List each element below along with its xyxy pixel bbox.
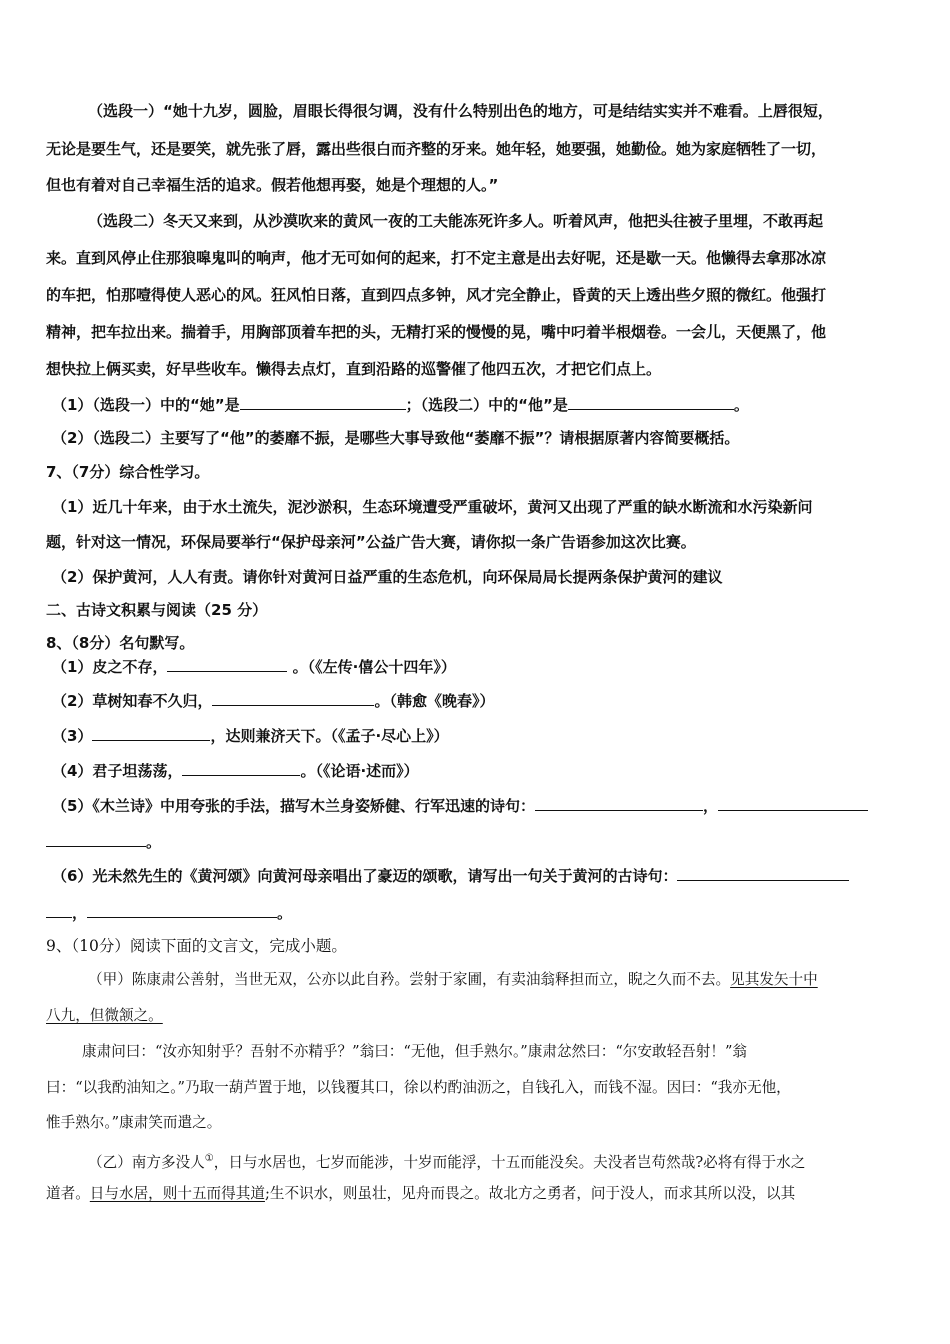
q7-sub1-line2: 题，针对这一情况，环保局要举行“保护母亲河”公益广告大赛，请你拟一条广告语参加这次比赛。	[46, 533, 696, 551]
q9-yi-text-a: （乙）南方多没人	[88, 1153, 205, 1171]
q9-yi-line2	[46, 1184, 795, 1204]
q8-sub4-text-a: （4）君子坦荡荡，	[52, 762, 183, 780]
q8-sub4-text-b: 。（《论语·述而》）	[300, 762, 419, 780]
q9-jia-line1	[88, 970, 818, 990]
answer-blank[interactable]	[677, 865, 849, 881]
q9-yi-text-b: ，日与水居也，七岁而能涉，十岁而能浮，十五而能没矣。夫没者岂苟然哉?必将有得于水之	[213, 1153, 806, 1171]
q9-jia-line3: 康肃问曰：“汝亦知射乎？吾射不亦精乎？”翁曰：“无他，但手熟尔。”康肃忿然曰：“尔安敢轻吾射！”翁	[82, 1043, 747, 1060]
answer-blank[interactable]	[167, 656, 287, 672]
q8-sub3-text-a: （3）	[52, 727, 93, 745]
answer-blank[interactable]	[718, 795, 868, 811]
passage-seg2-line4: 精神，把车拉出来。揣着手，用胸部顶着车把的头，无精打采的慢慢的晃，嘴中叼着半根烟卷。一会儿，天便黑了，他	[46, 323, 827, 341]
q9-yi-text-d: ;生不识水，则虽壮，见舟而畏之。故北方之勇者，问于没人，而求其所以没，以其	[264, 1185, 796, 1202]
answer-blank[interactable]	[240, 394, 406, 410]
q9-jia-underlined: 见其发矢十中	[730, 971, 818, 988]
passage-seg2-line2: 来。直到风停止住那狼嗥鬼叫的响声，他才无可如何的起来，打不定主意是出去好呢，还是歇一天。他懒得去拿那冰凉	[46, 249, 827, 267]
q8-sub4	[52, 760, 419, 781]
q7-title: 7、（7分）综合性学习。	[46, 463, 210, 481]
answer-blank[interactable]	[182, 760, 300, 776]
q8-sub3-text-b: ，达则兼济天下。（《孟子·尽心上》）	[210, 727, 449, 745]
q8-sub3	[52, 725, 449, 746]
passage-seg2-line5: 想快拉上俩买卖，好早些收车。懒得去点灯，直到沿路的巡警催了他四五次，才把它们点上。	[46, 360, 662, 378]
section2-title: 二、古诗文积累与阅读（25 分）	[46, 601, 268, 619]
answer-blank[interactable]	[87, 902, 277, 918]
answer-blank[interactable]	[46, 831, 146, 847]
q9-jia-text: （甲）陈康肃公善射，当世无双，公亦以此自矜。尝射于家圃，有卖油翁释担而立，睨之久而不去。	[88, 971, 731, 988]
q8-sub6-line1	[52, 865, 849, 886]
passage-seg1-line3: 但也有着对自己幸福生活的追求。假若他想再娶，她是个理想的人。”	[46, 176, 499, 194]
q8-sub6-text-a: （6）光未然先生的《黄河颂》向黄河母亲唱出了豪迈的颂歌，请写出一句关于黄河的古诗句：	[52, 867, 678, 885]
answer-blank[interactable]	[535, 795, 703, 811]
q9-jia-line5: 惟手熟尔。”康肃笑而遣之。	[46, 1114, 222, 1131]
q9-jia-line4: 曰：“以我酌油知之。”乃取一葫芦置于地，以钱覆其口，徐以杓酌油沥之，自钱孔入，而钱不湿。因曰：“我亦无他，	[46, 1079, 791, 1096]
q8-sub6-text-b: ，	[72, 904, 88, 922]
answer-blank[interactable]	[92, 725, 210, 741]
answer-blank[interactable]	[568, 394, 734, 410]
q8-sub2-text-b: 。（韩愈《晚春》）	[374, 692, 495, 710]
q7-sub1-line1: （1）近几十年来，由于水土流失，泥沙淤积，生态环境遭受严重破坏，黄河又出现了严重的缺水断流和水污染新问	[52, 498, 813, 516]
passage-seg2-line3: 的车把，怕那噎得使人恶心的风。狂风怕日落，直到四点多钟，风才完全静止，昏黄的天上透出些夕照的微红。他强打	[46, 286, 827, 304]
q9-jia-line2: 八九，但微颔之。	[46, 1007, 163, 1024]
q6-sub2: （2）（选段二）主要写了“他”的萎靡不振，是哪些大事导致他“萎靡不振”？请根据原著内容简要概括。	[52, 429, 740, 447]
q9-yi-underlined: 日与水居，则十五而得其道	[89, 1185, 265, 1202]
q8-sub6-text-c: 。	[277, 904, 293, 922]
q7-sub2: （2）保护黄河，人人有责。请你针对黄河日益严重的生态危机，向环保局局长提两条保护黄河的建议	[52, 568, 723, 586]
q8-sub2	[52, 690, 494, 711]
q8-title: 8、（8分）名句默写。	[46, 634, 195, 652]
q8-sub5-line2	[46, 831, 161, 852]
q8-sub2-text-a: （2）草树知春不久归，	[52, 692, 213, 710]
q6-sub1-text-b: ；（选段二）中的“他”是	[405, 396, 568, 414]
q8-sub5-text-b: ，	[702, 797, 718, 815]
q9-yi-text-c: 道者。	[46, 1185, 90, 1202]
answer-blank[interactable]	[46, 902, 72, 918]
q8-sub1-text-b: 。（《左传·僖公十四年》）	[287, 658, 456, 676]
q8-sub5-text-a: （5）《木兰诗》中用夸张的手法，描写木兰身姿矫健、行军迅速的诗句：	[52, 797, 535, 815]
passage-seg2-line1: （选段二）冬天又来到，从沙漠吹来的黄风一夜的工夫能冻死许多人。听着风声，他把头往被子里埋，不敢再起	[88, 212, 824, 230]
q8-sub5-line1	[52, 795, 868, 816]
q8-sub1	[52, 656, 456, 677]
answer-blank[interactable]	[212, 690, 374, 706]
q6-sub1-text-c: 。	[733, 396, 749, 414]
passage-seg1-line1: （选段一）“她十九岁，圆脸，眉眼长得很匀调，没有什么特别出色的地方，可是结结实实并不难看。上唇很短，	[88, 102, 833, 120]
footnote-mark: ①	[204, 1153, 214, 1164]
q9-yi-line1	[88, 1149, 805, 1173]
q8-sub1-text-a: （1）皮之不存，	[52, 658, 168, 676]
passage-seg1-line2: 无论是要生气，还是要笑，就先张了唇，露出些很白而齐整的牙来。她年轻，她要强，她勤俭。她为家庭牺牲了一切，	[46, 140, 827, 158]
q9-title: 9、（10分）阅读下面的文言文，完成小题。	[46, 937, 347, 955]
q6-sub1	[52, 394, 749, 415]
q8-sub5-text-c: 。	[146, 833, 162, 851]
q8-sub6-line2	[46, 902, 292, 923]
q6-sub1-text-a: （1）（选段一）中的“她”是	[52, 396, 240, 414]
